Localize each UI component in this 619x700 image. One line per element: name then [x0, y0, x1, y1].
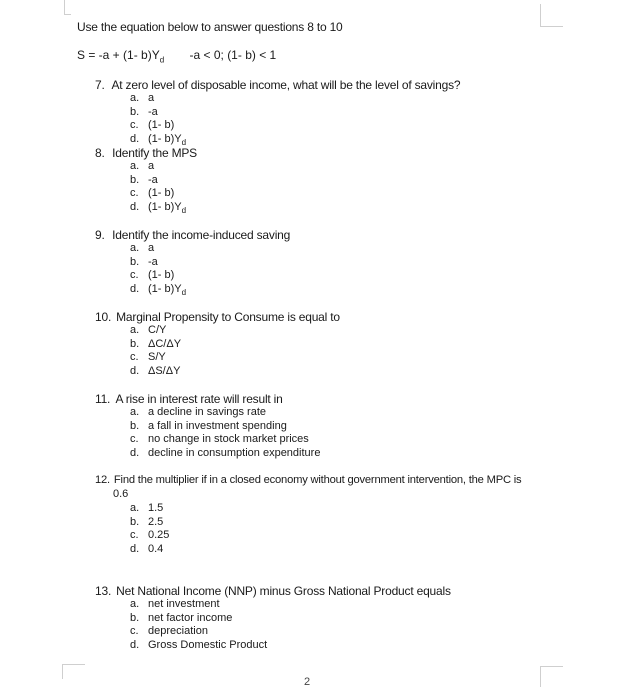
question-12	[95, 474, 521, 486]
equation-condition: -a < 0; (1- b) < 1	[189, 48, 277, 62]
instructions: Use the equation below to answer questions 8 to 10	[77, 20, 343, 34]
option-b[interactable]: b. -a	[130, 173, 158, 186]
question-7-options	[130, 92, 186, 150]
option-d[interactable]: d. (1- $b)Y_d$	[130, 201, 187, 216]
option-d[interactable]: d. Gross Domestic Product	[130, 639, 268, 652]
question-8-options	[130, 160, 186, 218]
question-text: Marginal Propensity to Consume is equal to	[116, 310, 340, 324]
option-a[interactable]: a. a	[130, 160, 155, 172]
option-a[interactable]: a. a	[130, 242, 155, 254]
option-c[interactable]: c. S/Y	[130, 351, 166, 364]
option-b[interactable]: b. -a	[130, 255, 158, 268]
crop-mark-top-right	[540, 4, 563, 27]
option-a[interactable]: a. 1.5	[130, 502, 164, 514]
option-a[interactable]: a. a decline in savings rate	[130, 406, 267, 418]
option-c[interactable]: c. depreciation	[130, 625, 208, 638]
question-12-continuation: 0.6	[113, 488, 129, 500]
question-number: 7.	[95, 78, 105, 92]
question-10	[95, 310, 340, 324]
question-10-options	[130, 324, 181, 379]
option-a[interactable]: a. a	[130, 92, 155, 104]
question-number: 9.	[95, 228, 105, 242]
question-8	[95, 146, 197, 160]
option-b[interactable]: b. a fall in investment spending	[130, 419, 287, 432]
option-c[interactable]: c. (1- b)	[130, 187, 175, 200]
option-a[interactable]: a. C/Y	[130, 324, 167, 336]
question-text: A rise in interest rate will result in	[115, 392, 283, 406]
equation-subscript: d	[159, 55, 165, 65]
option-b[interactable]: b. -a	[130, 105, 158, 118]
option-d[interactable]: d. decline in consumption expenditure	[130, 447, 321, 460]
question-number: 13.	[95, 584, 112, 598]
option-c[interactable]: c. 0.25	[130, 529, 170, 542]
question-7	[95, 78, 460, 92]
option-d[interactable]: d. (1- $b)Y_d$	[130, 283, 187, 298]
question-13	[95, 584, 451, 598]
question-9	[95, 228, 290, 242]
question-text: Net National Income (NNP) minus Gross National Product equals	[116, 584, 451, 598]
question-12-options	[130, 502, 169, 557]
question-11-options	[130, 406, 320, 461]
question-text: At zero level of disposable income, what will be the level of savings?	[111, 78, 461, 92]
question-number: 11.	[95, 392, 111, 406]
question-number: 12.	[95, 474, 110, 486]
question-11	[95, 392, 283, 406]
savings-equation	[77, 48, 276, 64]
crop-mark-top-left	[64, 0, 71, 15]
option-b[interactable]: b. ΔC/ΔY	[130, 337, 182, 350]
question-number: 8.	[95, 146, 105, 160]
question-13-options	[130, 598, 267, 653]
option-d[interactable]: d. 0.4	[130, 543, 164, 556]
option-c[interactable]: c. (1- b)	[130, 119, 175, 132]
option-a[interactable]: a. net investment	[130, 598, 220, 610]
question-text: Find the multiplier if in a closed economy without government intervention, the MPC is	[113, 474, 522, 486]
question-9-options	[130, 242, 186, 300]
option-c[interactable]: c. (1- b)	[130, 269, 175, 282]
equation-main: S = -a + (1- b)Y	[77, 48, 160, 62]
crop-mark-bottom-left	[62, 664, 85, 679]
question-number: 10.	[95, 310, 112, 324]
crop-mark-bottom-right	[540, 666, 563, 687]
question-text: Identify the income-induced saving	[112, 228, 291, 242]
option-b[interactable]: b. net factor income	[130, 611, 233, 624]
page-number: 2	[304, 676, 311, 688]
option-c[interactable]: c. no change in stock market prices	[130, 433, 309, 446]
option-d[interactable]: d. (1- $b)Y_d$	[130, 133, 187, 148]
option-b[interactable]: b. 2.5	[130, 515, 164, 528]
question-text: Identify the MPS	[112, 146, 197, 160]
option-d[interactable]: d. ΔS/ΔY	[130, 365, 181, 378]
